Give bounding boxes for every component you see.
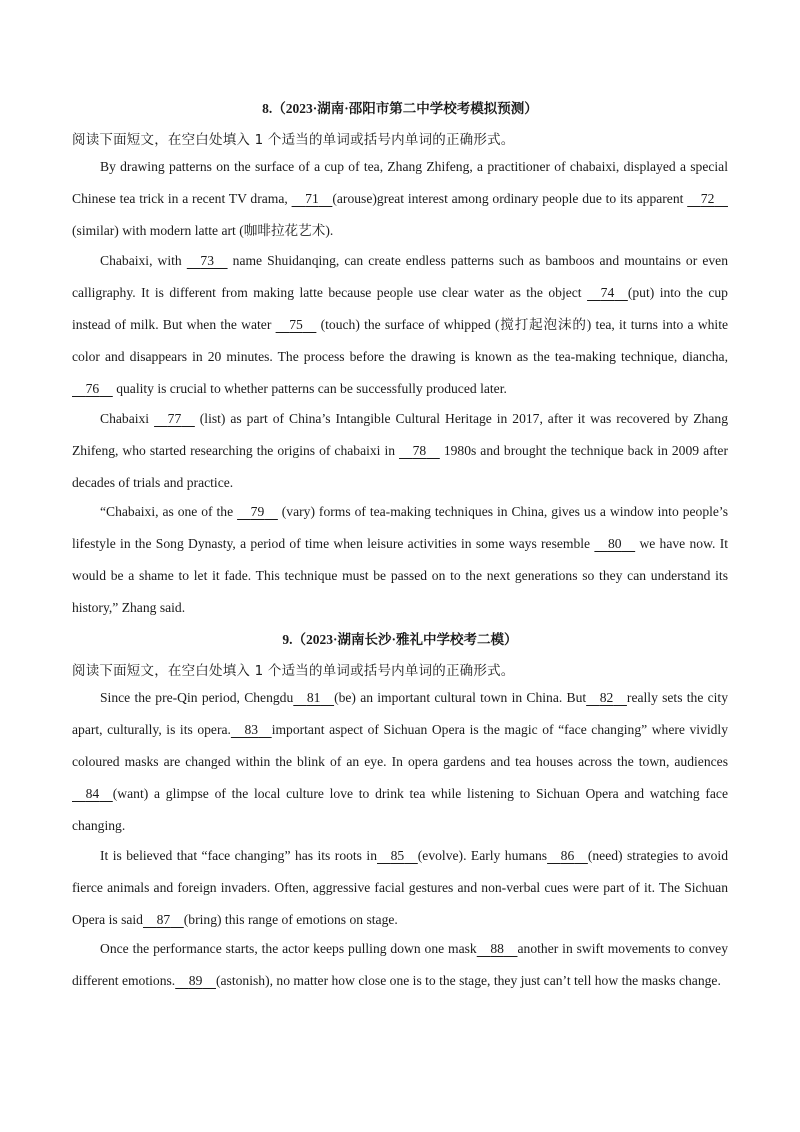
q9-p1-text: Since the pre-Qin period, Chengdu [100,690,294,705]
q8-p3-text: (list) as part of China’s Intangible Cultural Heritage in 2017, after it was recovered by Zhang Zhifeng, who started researching the origins of chabaixi in [72,411,728,458]
blank-89[interactable]: 89 [188,973,203,988]
q9-p3-text: (astonish), no matter how close one is to the stage, they just can’t tell how the masks change. [215,973,721,988]
q9-p1-text: (want) a glimpse of the local culture love to drink tea while listening to Sichuan Opera and watching face changing. [72,786,728,833]
q9-paragraph-2 [72,840,728,936]
blank-76[interactable]: 76 [85,381,100,396]
q9-p1-text: really sets the city apart, culturally, is its opera. [72,690,728,737]
blank-75[interactable]: 75 [289,317,303,332]
blank-84[interactable]: 84 [85,786,100,801]
q9-p2-text: (bring) this range of emotions on stage. [183,912,398,927]
blank-85[interactable]: 85 [390,848,405,863]
q8-p2-text: (put) into the cup instead of milk. But when the water [72,285,728,332]
q8-p4-text: we have now. It would be a shame to let it fade. This technique must be passed on to the next generations so they can understand its history,” Zhang said. [72,536,728,615]
blank-83[interactable]: 83 [244,722,259,737]
q8-paragraph-3 [72,403,728,499]
q8-p3-text: 1980s and brought the technique back in 2009 after decades of trials and practice. [72,443,728,490]
q9-p1-text: (be) an important cultural town in China. But [334,690,587,705]
q8-p4-text: (vary) forms of tea-making techniques in China, gives us a window into people’s lifestyle in the Song Dynasty, a period of time when leisure activities in some ways resemble [72,504,728,551]
blank-78[interactable]: 78 [412,443,427,458]
q9-p2-text: (evolve). Early humans [417,848,548,863]
q8-paragraph-1 [72,151,728,247]
q9-p3-text: another in swift movements to convey different emotions. [72,941,728,988]
q8-paragraph-4 [72,496,728,624]
blank-79[interactable]: 79 [250,504,265,519]
q8-paragraph-2 [72,245,728,405]
q8-p1-text: (similar) with modern latte art (咖啡拉花艺术). [72,223,334,238]
q9-p1-text: important aspect of Sichuan Opera is the magic of “face changing” where vividly coloured masks are changed within the blink of an eye. In opera gardens and tea houses across the town, audiences [72,722,728,769]
q8-p2-text: Chabaixi, with [100,253,182,268]
question-9-title: 9.（2023·湖南长沙·雅礼中学校考二模） [282,632,518,647]
question-8-title: 8.（2023·湖南·邵阳市第二中学校考模拟预测） [262,101,538,116]
blank-82[interactable]: 82 [599,690,614,705]
q8-p2-text: name Shuidanqing, can create endless patterns such as bamboos and mountains or even calligraphy. It is different from making latte because people use clear water as the object [72,253,728,300]
blank-73[interactable]: 73 [200,253,214,268]
q8-p1-text: (arouse)great interest among ordinary people due to its apparent [332,191,684,206]
q9-p2-text: (need) strategies to avoid fierce animals and foreign invaders. Often, aggressive facial gestures and non-verbal cues were part of it. The Sichuan Opera is said [72,848,728,927]
q9-paragraph-3 [72,933,728,997]
blank-74[interactable]: 74 [600,285,615,300]
q8-p2-text: quality is crucial to whether patterns can be successfully produced later. [116,381,507,396]
blank-88[interactable]: 88 [490,941,504,956]
blank-77[interactable]: 77 [167,411,182,426]
q8-p2-text: (touch) the surface of whipped (搅打起泡沫的) tea, it turns into a white color and disappears in 20 minutes. The process before the drawing is known as the tea-making technique, diancha, [72,317,729,364]
question-9-instruction: 阅读下面短文，在空白处填入 1 个适当的单词或括号内单词的正确形式。 [72,663,515,679]
blank-71[interactable]: 71 [305,191,319,206]
blank-86[interactable]: 86 [560,848,575,863]
q8-p1-text: By drawing patterns on the surface of a cup of tea, Zhang Zhifeng, a practitioner of chabaixi, displayed a special Chinese tea trick in a recent TV drama, [72,159,728,206]
q8-p4-text: “Chabaixi, as one of the [100,504,234,519]
q8-p3-text: Chabaixi [100,411,150,426]
blank-72[interactable]: 72 [700,191,715,206]
q9-paragraph-1 [72,682,728,842]
q9-p3-text: Once the performance starts, the actor keeps pulling down one mask [100,941,477,956]
question-8-instruction: 阅读下面短文，在空白处填入 1 个适当的单词或括号内单词的正确形式。 [72,132,515,148]
blank-80[interactable]: 80 [607,536,622,551]
q9-p2-text: It is believed that “face changing” has its roots in [100,848,377,863]
blank-81[interactable]: 81 [306,690,321,705]
blank-87[interactable]: 87 [156,912,171,927]
